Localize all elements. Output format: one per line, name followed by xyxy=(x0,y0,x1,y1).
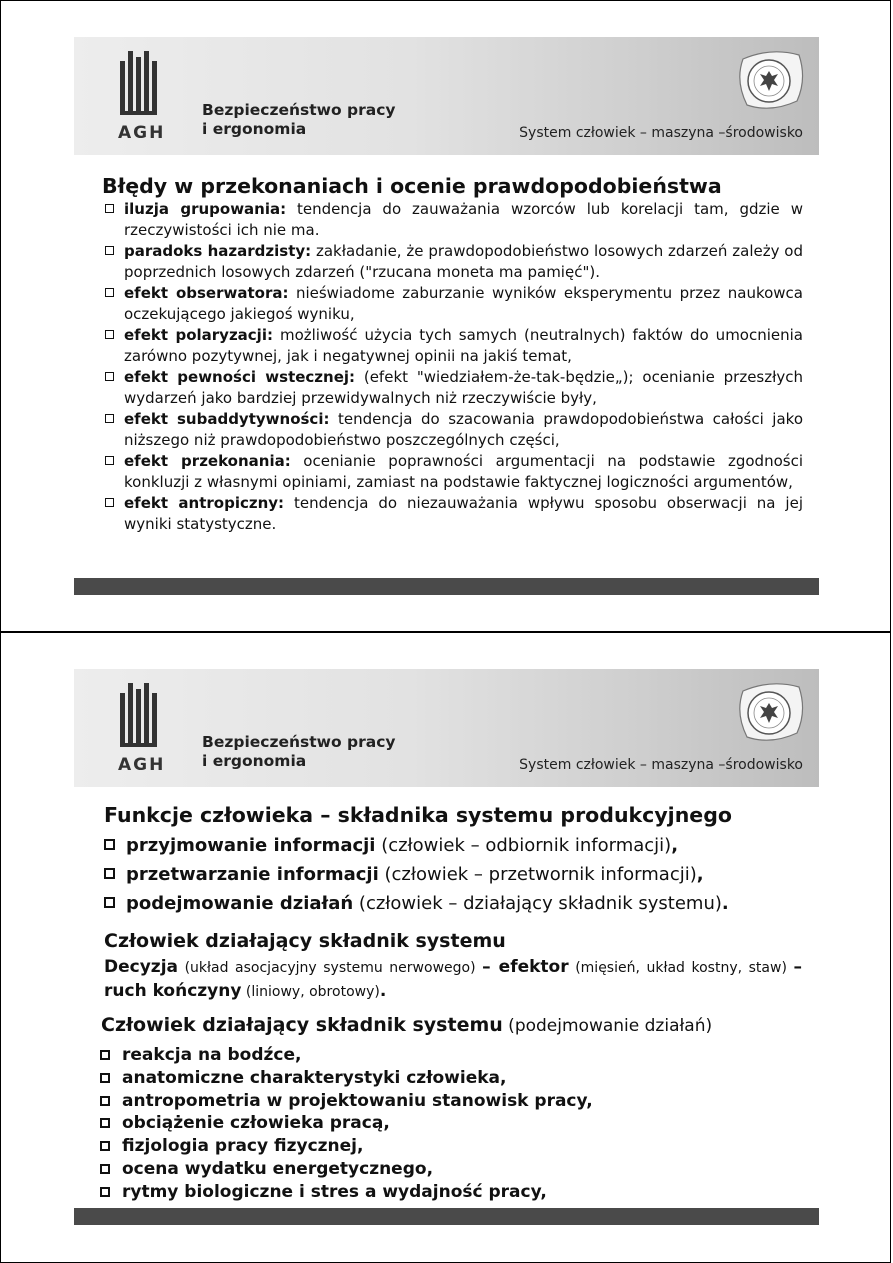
item-text: obciążenie człowieka pracą, xyxy=(122,1113,390,1134)
slide-header xyxy=(74,669,819,787)
list-item xyxy=(105,493,803,535)
agh-logo-text: AGH xyxy=(118,755,166,775)
list-item xyxy=(100,1090,593,1113)
slide-1 xyxy=(0,0,891,632)
limb-term: – ruch kończyny xyxy=(104,957,802,1001)
list-item xyxy=(105,283,803,325)
subject-label: System człowiek – maszyna –środowisko xyxy=(519,125,803,141)
checkbox-bullet-icon xyxy=(105,498,114,507)
list-item xyxy=(100,1135,593,1158)
item-term: efekt antropiczny: xyxy=(124,494,285,512)
section-heading-actions xyxy=(101,1014,712,1036)
item-text: zakładanie, że prawdopodobieństwo losowych zdarzeń zależy od poprzednich losowych zdarzeń ("rzucana moneta ma pamięć"). xyxy=(124,242,803,281)
list-item xyxy=(105,451,803,493)
list-item xyxy=(105,199,803,241)
item-text: ocena wydatku energetycznego, xyxy=(122,1158,434,1179)
item-term: efekt polaryzacji: xyxy=(124,326,273,344)
item-text: antropometria w projektowaniu stanowisk pracy, xyxy=(122,1090,593,1111)
subject-label: System człowiek – maszyna –środowisko xyxy=(519,757,803,773)
checkbox-bullet-icon xyxy=(105,246,114,255)
item-term: efekt subaddytywności: xyxy=(124,410,330,428)
heading-main: Człowiek działający składnik systemu xyxy=(101,1014,503,1036)
actions-list xyxy=(100,1044,593,1204)
item-term: efekt przekonania: xyxy=(124,452,291,470)
list-item xyxy=(104,860,729,889)
checkbox-bullet-icon xyxy=(105,330,114,339)
checkbox-bullet-icon xyxy=(100,1050,110,1060)
list-item xyxy=(100,1067,593,1090)
slide-2-title: Funkcje człowieka – składnika systemu produkcyjnego xyxy=(104,803,732,827)
decision-term: Decyzja xyxy=(104,957,178,977)
item-text: (efekt "wiedziałem-że-tak-będzie„); ocenianie przeszłych wydarzeń jako bardziej przewidywalnych niż rzeczywiście były, xyxy=(124,368,804,407)
checkbox-bullet-icon xyxy=(100,1073,110,1083)
checkbox-bullet-icon xyxy=(100,1187,110,1197)
item-text: tendencja do niezauważania wpływu sposobu obserwacji na jej wyniki statystyczne. xyxy=(124,494,803,533)
item-term: iluzja grupowania: xyxy=(124,200,287,218)
list-item xyxy=(100,1158,593,1181)
list-item xyxy=(105,367,803,409)
section-heading: Człowiek działający składnik systemu xyxy=(104,930,506,952)
checkbox-bullet-icon xyxy=(105,456,114,465)
item-text: możliwość użycia tych samych (neutralnych) faktów do umocnienia zarówno pozytywnej, jak i negatywnej opinii na jakiś temat, xyxy=(124,326,803,365)
checkbox-bullet-icon xyxy=(100,1118,110,1128)
list-item xyxy=(105,325,803,367)
course-title-line1: Bezpieczeństwo pracy xyxy=(202,101,396,119)
list-item xyxy=(100,1112,593,1135)
item-text: (człowiek – działający składnik systemu) xyxy=(353,893,722,914)
seal-icon xyxy=(737,49,805,111)
course-title xyxy=(202,101,396,139)
agh-logo-text: AGH xyxy=(118,123,166,143)
course-title xyxy=(202,733,396,771)
item-term: efekt obserwatora: xyxy=(124,284,289,302)
list-item xyxy=(105,241,803,283)
agh-logo-icon xyxy=(120,51,160,117)
footer-bar xyxy=(74,578,819,595)
checkbox-bullet-icon xyxy=(100,1141,110,1151)
bias-list xyxy=(105,199,803,535)
item-text: tendencja do zauważania wzorców lub korelacji tam, gdzie w rzeczywistości ich nie ma. xyxy=(124,200,803,239)
checkbox-bullet-icon xyxy=(105,288,114,297)
effector-term: – efektor xyxy=(482,957,569,977)
list-item xyxy=(100,1044,593,1067)
item-term: paradoks hazardzisty: xyxy=(124,242,312,260)
item-text: ocenianie poprawności argumentacji na podstawie zgodności konkluzji z własnymi opiniami, zamiast na podstawie faktycznej logiczności argumentów, xyxy=(124,452,803,491)
item-text: anatomiczne charakterystyki człowieka, xyxy=(122,1067,507,1088)
heading-suffix: (podejmowanie działań) xyxy=(502,1016,713,1036)
checkbox-bullet-icon xyxy=(104,868,115,879)
checkbox-bullet-icon xyxy=(100,1096,110,1106)
decision-text: (układ asocjacyjny systemu nerwowego) xyxy=(178,960,483,976)
item-text: reakcja na bodźce, xyxy=(122,1045,302,1065)
course-title-line2: i ergonomia xyxy=(202,752,307,770)
item-text: (człowiek – odbiornik informacji) xyxy=(375,835,672,856)
list-item xyxy=(100,1181,593,1204)
item-end: , xyxy=(671,835,679,856)
item-text: (człowiek – przetwornik informacji) xyxy=(378,864,697,885)
course-title-line1: Bezpieczeństwo pracy xyxy=(202,733,396,751)
list-item xyxy=(104,831,729,860)
checkbox-bullet-icon xyxy=(105,414,114,423)
item-term: przetwarzanie informacji xyxy=(126,864,379,885)
item-text: rytmy biologiczne i stres a wydajność pracy, xyxy=(122,1181,547,1202)
item-term: podejmowanie działań xyxy=(126,893,354,914)
decision-end: . xyxy=(379,981,387,1001)
decision-paragraph xyxy=(104,956,802,1004)
functions-list xyxy=(104,831,729,918)
item-term: efekt pewności wstecznej: xyxy=(124,368,356,386)
footer-bar xyxy=(74,1208,819,1225)
effector-text: (mięsień, układ kostny, staw) xyxy=(568,960,794,976)
checkbox-bullet-icon xyxy=(105,204,114,213)
item-text: tendencja do szacowania prawdopodobieństwa całości jako niższego niż prawdopodobieństwo poszczególnych części, xyxy=(124,410,803,449)
slide-1-title: Błędy w przekonaniach i ocenie prawdopodobieństwa xyxy=(102,174,722,198)
item-end: . xyxy=(721,893,729,914)
seal-icon xyxy=(737,681,805,743)
checkbox-bullet-icon xyxy=(105,372,114,381)
course-title-line2: i ergonomia xyxy=(202,120,307,138)
checkbox-bullet-icon xyxy=(104,897,115,908)
list-item xyxy=(105,409,803,451)
slide-header xyxy=(74,37,819,155)
checkbox-bullet-icon xyxy=(100,1164,110,1174)
agh-logo-icon xyxy=(120,683,160,749)
list-item xyxy=(104,889,729,918)
item-term: przyjmowanie informacji xyxy=(126,835,376,856)
limb-text: (liniowy, obrotowy) xyxy=(241,984,380,1000)
item-end: , xyxy=(696,864,704,885)
checkbox-bullet-icon xyxy=(104,839,115,850)
item-text: nieświadome zaburzanie wyników eksperymentu przez naukowca oczekującego jakiegoś wyniku, xyxy=(124,284,803,323)
item-text: fizjologia pracy fizycznej, xyxy=(122,1136,364,1157)
